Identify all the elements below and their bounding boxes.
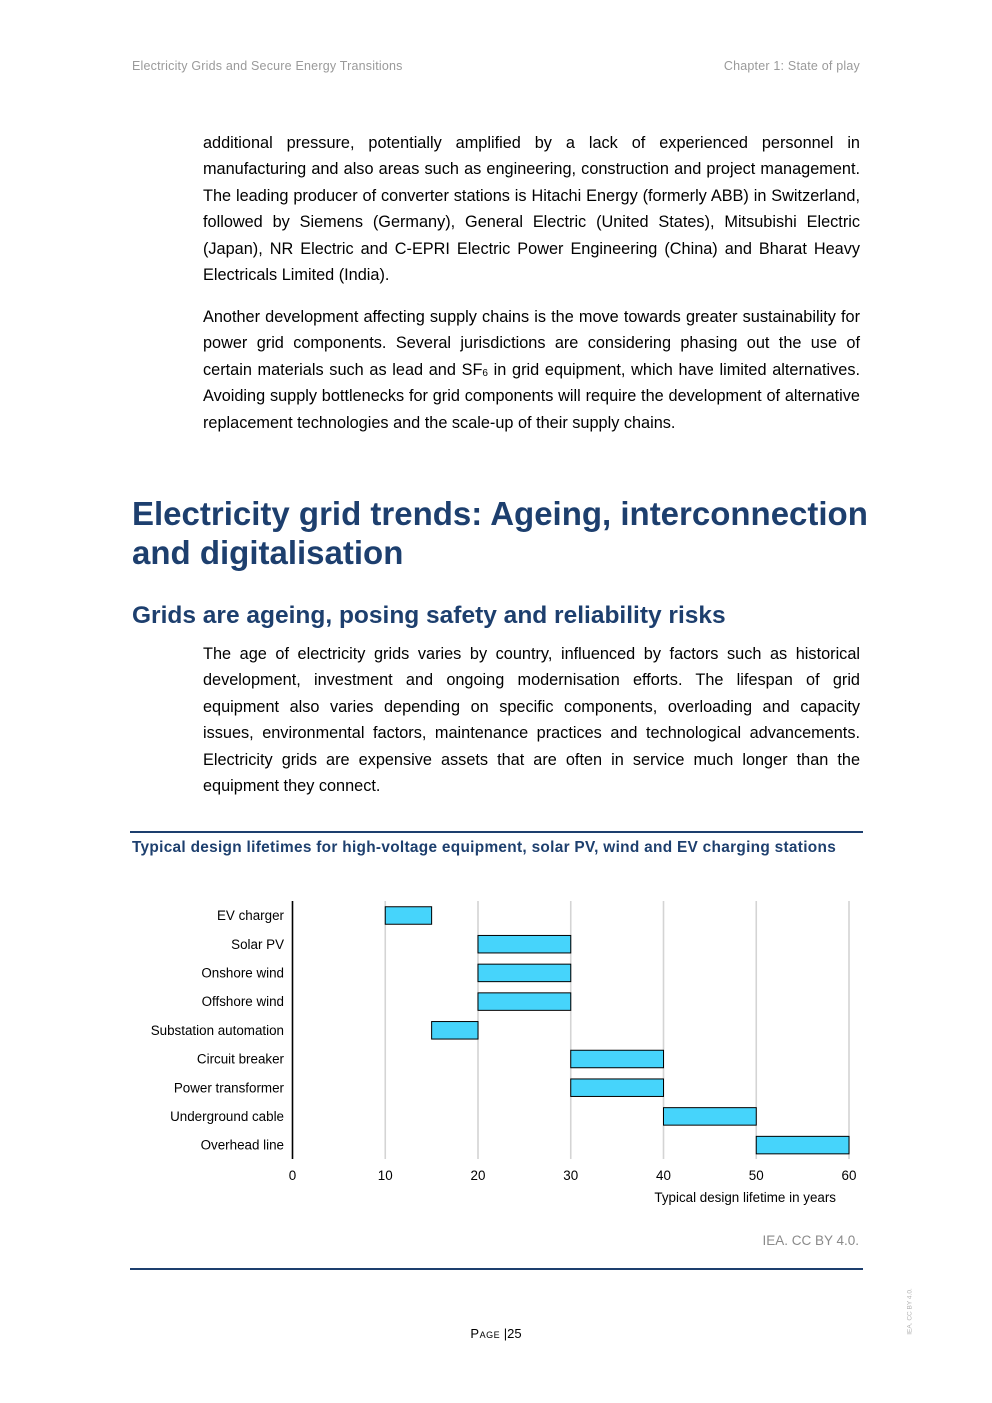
bar-ev-charger <box>385 907 431 925</box>
figure-title: Typical design lifetimes for high-voltage equipment, solar PV, wind and EV charging stations <box>132 839 837 856</box>
bar-underground-cable <box>664 1108 757 1126</box>
category-label-underground-cable: Underground cable <box>170 1109 284 1124</box>
bar-power-transformer <box>571 1079 664 1097</box>
page-word: Page <box>470 1326 501 1341</box>
body-paragraph-converter-stations: additional pressure, potentially amplified by a lack of experienced personnel in manufacturing and also areas such as engineering, construction and project management. The leading producer of converter stations is Hitachi Energy (formerly ABB) in Switzerland, followed by Siemens (Germany), General Electric (United States), Mitsubishi Electric (Japan), NR Electric and C-EPRI Electric Power Engineering (China) and Bharat Heavy Electricals Limited (India). <box>203 134 860 285</box>
chart-bars <box>385 907 849 1154</box>
bar-solar-pv <box>478 935 571 953</box>
bar-circuit-breaker <box>571 1050 664 1068</box>
running-header-chapter: Chapter 1: State of play <box>723 59 860 73</box>
figure-source: IEA. CC BY 4.0. <box>762 1233 859 1248</box>
category-label-onshore-wind: Onshore wind <box>201 965 284 981</box>
x-tick-label-10: 10 <box>377 1168 393 1183</box>
section-heading: Electricity grid trends: Ageing, interconnection and digitalisation <box>132 495 868 571</box>
subscript-six: 6 <box>482 367 488 379</box>
category-label-substation-automation: Substation automation <box>150 1022 284 1038</box>
x-tick-label-50: 50 <box>748 1168 764 1183</box>
category-label-solar-pv: Solar PV <box>231 936 284 952</box>
bar-overhead-line <box>756 1136 849 1154</box>
category-label-ev-charger: EV charger <box>217 908 284 924</box>
category-label-power-transformer: Power transformer <box>173 1080 284 1096</box>
category-label-circuit-breaker: Circuit breaker <box>196 1051 284 1067</box>
paragraph-text-part: Another development affecting supply chains is the move towards greater sustainability for power grid components. Several jurisdictions are considering phasing out the use of certain materials such as lead and SF <box>203 308 860 379</box>
x-tick-label-60: 60 <box>841 1168 857 1183</box>
x-tick-label-0: 0 <box>288 1168 297 1183</box>
category-label-offshore-wind: Offshore wind <box>201 994 284 1010</box>
side-license-note: IEA. CC BY 4.0. <box>906 1288 914 1335</box>
x-tick-label-40: 40 <box>656 1168 671 1183</box>
x-tick-label-30: 30 <box>563 1168 579 1183</box>
bar-onshore-wind <box>478 964 571 982</box>
bar-substation-automation <box>432 1022 478 1040</box>
x-axis-title: Typical design lifetime in years <box>654 1190 836 1205</box>
page-separator: | <box>503 1326 508 1341</box>
figure-bottom-rule <box>130 1268 863 1270</box>
bar-offshore-wind <box>478 993 571 1011</box>
x-tick-label-20: 20 <box>470 1168 486 1183</box>
page-number <box>0 1326 992 1341</box>
running-header-title: Electricity Grids and Secure Energy Transitions <box>132 59 403 73</box>
subsection-heading: Grids are ageing, posing safety and reliability risks <box>132 602 726 629</box>
category-label-overhead-line: Overhead line <box>200 1137 284 1153</box>
body-paragraph-grid-age: The age of electricity grids varies by country, influenced by factors such as historical development, investment and ongoing modernisation efforts. The lifespan of grid equipment also varies depending on specific components, overloading and capacity issues, environmental factors, maintenance practices and technological advancements. Electricity grids are expensive assets that are often in service much longer than the equipment they connect. <box>203 645 860 796</box>
paragraph-text-part: in grid equipment, which have limited alternatives. Avoiding supply bottlenecks for grid components will require the development of alternative replacement technologies and the scale-up of their supply chains. <box>203 360 860 432</box>
page-number-value: 25 <box>507 1326 522 1341</box>
